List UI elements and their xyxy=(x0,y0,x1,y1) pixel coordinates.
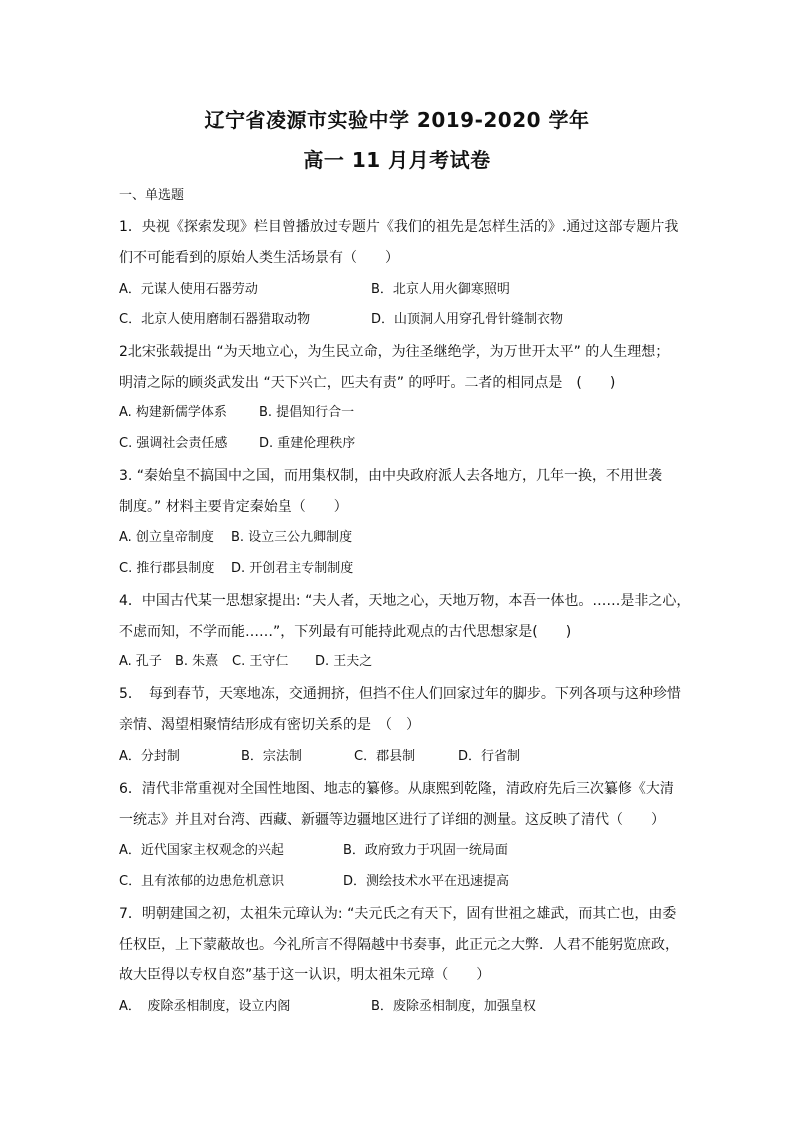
question-6 xyxy=(119,774,679,835)
question-6-line-2: 一统志》并且对台湾、西藏、新疆等边疆地区进行了详细的测量。这反映了清代（ ） xyxy=(119,811,665,828)
question-6-option-a: A．近代国家主权观念的兴起 xyxy=(119,843,284,858)
section-heading: 一、单选题 xyxy=(119,188,185,203)
question-4-option-c: C. 王守仁 xyxy=(232,654,289,669)
question-1-option-a: A．元谋人使用石器劳动 xyxy=(119,282,258,297)
question-4-option-b: B. 朱熹 xyxy=(175,654,219,669)
question-2-option-b: B. 提倡知行合一 xyxy=(259,405,355,420)
question-3-option-d: D. 开创君主专制制度 xyxy=(231,561,354,576)
question-3-option-c: C. 推行郡县制度 xyxy=(119,561,215,576)
question-7-line-1: 7．明朝建国之初，太祖朱元璋认为: “夫元氏之有天下，固有世祖之雄武，而其亡也，由委 xyxy=(119,906,677,922)
question-5-option-c: C．郡县制 xyxy=(354,749,416,764)
question-1-line-2: 们不可能看到的原始人类生活场景有（ ） xyxy=(119,249,399,266)
question-6-line-1: 6．清代非常重视对全国性地图、地志的纂修。从康熙到乾隆，清政府先后三次纂修《大清 xyxy=(119,781,674,797)
question-5-line-1: 5． 每到春节，天寒地冻，交通拥挤，但挡不住人们回家过年的脚步。下列各项与这种珍惜 xyxy=(119,686,681,702)
question-2-option-a: A. 构建新儒学体系 xyxy=(119,405,227,420)
question-2 xyxy=(119,337,679,398)
question-4 xyxy=(119,586,691,647)
question-1-option-c: C．北京人使用磨制石器猎取动物 xyxy=(119,312,311,327)
question-1-line-1: 1．央视《探索发现》栏目曾播放过专题片《我们的祖先是怎样生活的》.通过这部专题片我 xyxy=(119,219,679,235)
question-4-line-2: 不虑而知，不学而能……”，下列最有可能持此观点的古代思想家是( ) xyxy=(119,623,572,640)
question-1 xyxy=(119,212,679,273)
question-7 xyxy=(119,899,679,991)
question-2-option-d: D. 重建伦理秩序 xyxy=(259,436,356,451)
question-3-line-2: 制度。” 材料主要肯定秦始皇（ ） xyxy=(119,498,348,515)
question-3-option-b: B. 设立三公九卿制度 xyxy=(231,530,353,545)
question-2-option-c: C. 强调社会责任感 xyxy=(119,436,228,451)
question-6-option-d: D．测绘技术水平在迅速提高 xyxy=(343,874,510,889)
question-7-option-a: A． 废除丞相制度，设立内阁 xyxy=(119,999,291,1014)
question-4-option-a: A. 孔子 xyxy=(119,654,162,669)
question-5-option-a: A．分封制 xyxy=(119,749,180,764)
question-7-option-b: B．废除丞相制度，加强皇权 xyxy=(371,999,536,1014)
question-2-line-1: 2北宋张载提出 “为天地立心，为生民立命，为往圣继绝学，为万世开太平” 的人生理想； xyxy=(119,344,670,360)
question-5-option-d: D．行省制 xyxy=(458,749,521,764)
question-6-option-c: C．且有浓郁的边患危机意识 xyxy=(119,874,285,889)
question-4-line-1: 4．中国古代某一思想家提出: “夫人者，天地之心，天地万物，本吾一体也。……是非之心， xyxy=(119,593,691,609)
question-3-line-1: 3. “秦始皇不搞国中之国，而用集权制，由中央政府派人去各地方，几年一换，不用世袭 xyxy=(119,468,663,484)
question-7-line-3: 故大臣得以专权自恣”基于这一认识，明太祖朱元璋（ ） xyxy=(119,967,491,983)
exam-title-line1: 辽宁省凌源市实验中学 2019-2020 学年 xyxy=(204,108,590,132)
question-5-option-b: B．宗法制 xyxy=(241,749,302,764)
exam-title-line2: 高一 11 月月考试卷 xyxy=(303,148,491,172)
question-2-line-2: 明清之际的顾炎武发出 “天下兴亡，匹夫有责” 的呼吁。二者的相同点是 ( ) xyxy=(119,374,616,391)
question-1-option-d: D．山顶洞人用穿孔骨针缝制衣物 xyxy=(371,312,564,327)
question-1-option-b: B．北京人用火御寒照明 xyxy=(371,282,510,297)
question-4-option-d: D. 王夫之 xyxy=(315,654,373,669)
question-5 xyxy=(119,679,679,740)
question-5-line-2: 亲情、渴望相聚情结形成有密切关系的是 （ ） xyxy=(119,716,420,733)
question-6-option-b: B．政府致力于巩固一统局面 xyxy=(343,843,508,858)
question-3 xyxy=(119,461,679,522)
question-3-option-a: A. 创立皇帝制度 xyxy=(119,530,214,545)
question-7-line-2: 任权臣，上下蒙蔽故也。今礼所言不得隔越中书奏事，此正元之大弊．人君不能躬览庶政， xyxy=(119,936,679,953)
